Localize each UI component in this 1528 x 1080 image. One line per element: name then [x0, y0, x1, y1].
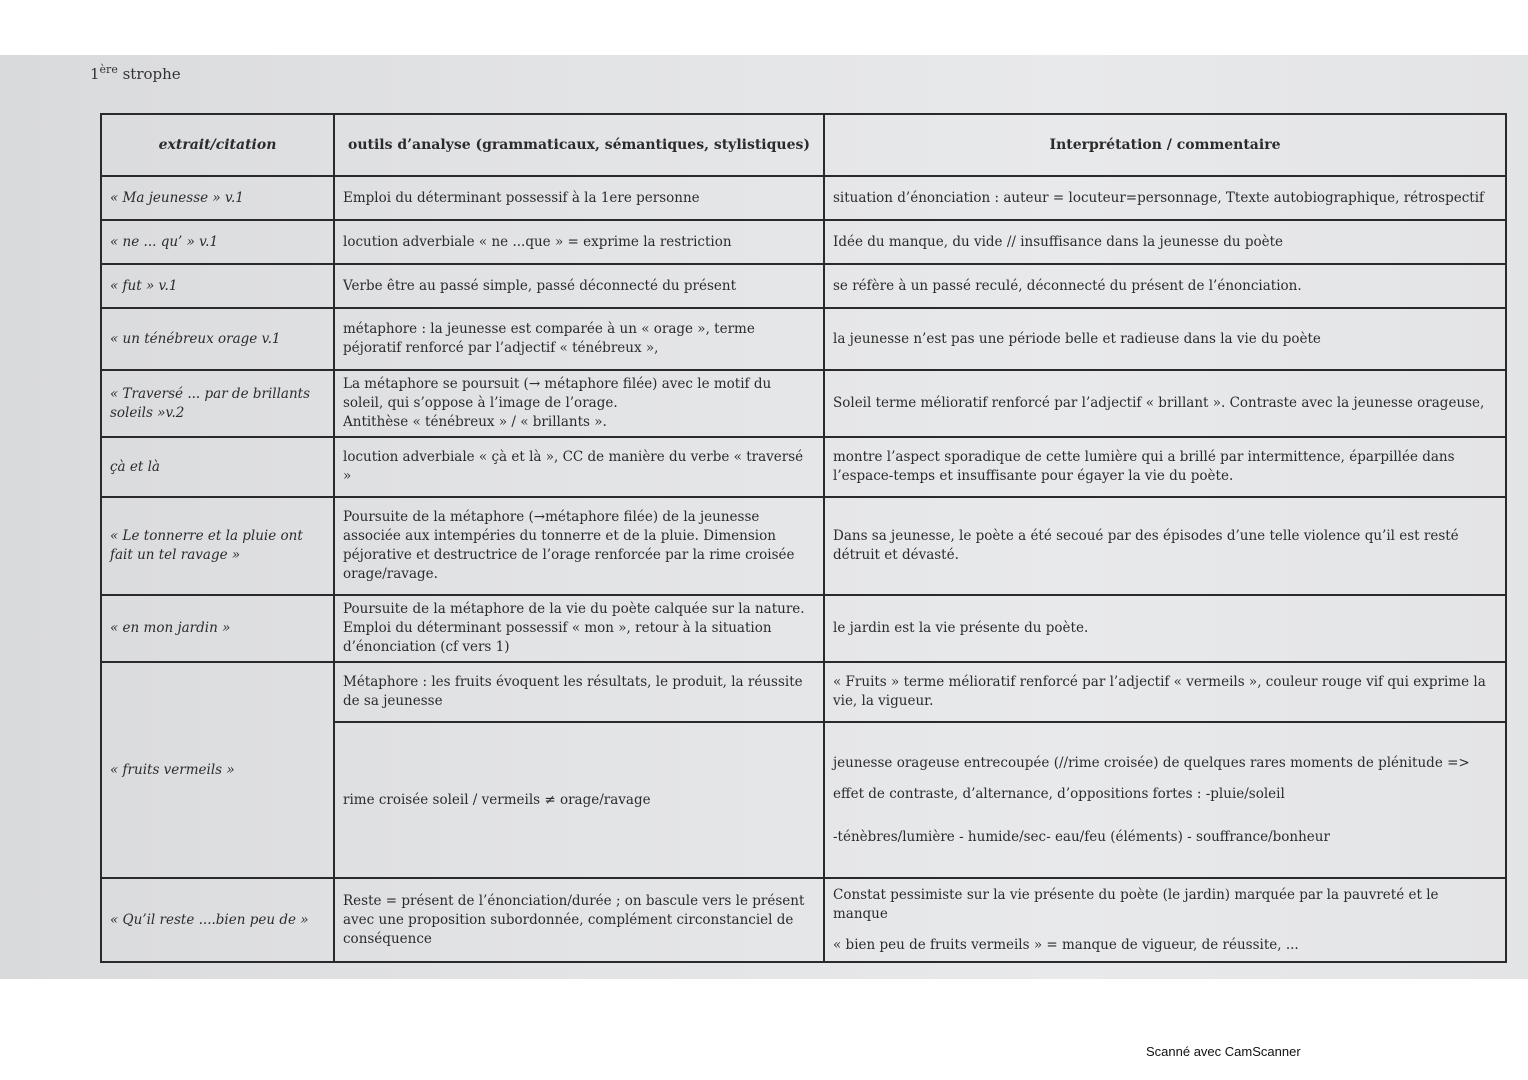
table-row	[101, 437, 1506, 497]
table-row	[101, 370, 1506, 437]
page-heading	[90, 63, 181, 83]
header-interpretation: Interprétation / commentaire	[824, 114, 1506, 176]
cell-citation: « un ténébreux orage v.1	[101, 308, 334, 370]
cell-citation: « Qu’il reste ....bien peu de »	[101, 878, 334, 962]
table-header-row	[101, 114, 1506, 176]
cell-outils: Emploi du déterminant possessif à la 1ere personne	[334, 176, 824, 220]
cell-citation: « en mon jardin »	[101, 595, 334, 662]
header-citation: extrait/citation	[101, 114, 334, 176]
scanned-page	[0, 55, 1528, 979]
table-row	[101, 497, 1506, 595]
cell-outils: locution adverbiale « ne ...que » = exprime la restriction	[334, 220, 824, 264]
cell-outils: locution adverbiale « çà et là », CC de manière du verbe « traversé »	[334, 437, 824, 497]
cell-citation: « fut » v.1	[101, 264, 334, 308]
cell-interpretation: Constat pessimiste sur la vie présente du poète (le jardin) marquée par la pauvreté et le manque « bien peu de fruits vermeils » = manque de vigueur, de réussite, ...	[824, 878, 1506, 962]
cell-interpretation: le jardin est la vie présente du poète.	[824, 595, 1506, 662]
table-row	[101, 176, 1506, 220]
cell-interpretation: situation d’énonciation : auteur = locuteur=personnage, Ttexte autobiographique, rétrospectif	[824, 176, 1506, 220]
table-row	[101, 595, 1506, 662]
cell-citation: « fruits vermeils »	[101, 662, 334, 878]
cell-citation: « Ma jeunesse » v.1	[101, 176, 334, 220]
cell-outils: Métaphore : les fruits évoquent les résultats, le produit, la réussite de sa jeunesse	[334, 662, 824, 722]
table-row	[101, 264, 1506, 308]
cell-outils: Poursuite de la métaphore de la vie du poète calquée sur la nature. Emploi du déterminant possessif « mon », retour à la situation d’énonciation (cf vers 1)	[334, 595, 824, 662]
cell-citation: « ne ... qu’ » v.1	[101, 220, 334, 264]
cell-outils: La métaphore se poursuit (→ métaphore filée) avec le motif du soleil, qui s’oppose à l’image de l’orage. Antithèse « ténébreux » / « brillants ».	[334, 370, 824, 437]
heading-superscript: ère	[99, 63, 118, 76]
table-row	[101, 662, 1506, 722]
cell-interpretation: Dans sa jeunesse, le poète a été secoué par des épisodes d’une telle violence qu’il est resté détruit et dévasté.	[824, 497, 1506, 595]
cell-citation: « Le tonnerre et la pluie ont fait un tel ravage »	[101, 497, 334, 595]
cell-interpretation: « Fruits » terme mélioratif renforcé par l’adjectif « vermeils », couleur rouge vif qui exprime la vie, la vigueur.	[824, 662, 1506, 722]
cell-interpretation: jeunesse orageuse entrecoupée (//rime croisée) de quelques rares moments de plénitude => effet de contraste, d’alternance, d’oppositions fortes : -pluie/soleil -ténèbres/lumière - humide/sec- eau/feu (éléments) - souffrance/bonheur	[824, 722, 1506, 878]
cell-interpretation: Soleil terme mélioratif renforcé par l’adjectif « brillant ». Contraste avec la jeunesse orageuse,	[824, 370, 1506, 437]
cell-interpretation: se réfère à un passé reculé, déconnecté du présent de l’énonciation.	[824, 264, 1506, 308]
table-row	[101, 878, 1506, 962]
header-outils: outils d’analyse (grammaticaux, sémantiques, stylistiques)	[334, 114, 824, 176]
heading-ordinal: 1	[90, 65, 100, 83]
cell-interpretation: Idée du manque, du vide // insuffisance dans la jeunesse du poète	[824, 220, 1506, 264]
scanner-watermark: Scanné avec CamScanner	[1146, 1044, 1301, 1059]
cell-outils: Reste = présent de l’énonciation/durée ; on bascule vers le présent avec une proposition subordonnée, complément circonstanciel de conséquence	[334, 878, 824, 962]
cell-outils: rime croisée soleil / vermeils ≠ orage/ravage	[334, 722, 824, 878]
cell-outils: métaphore : la jeunesse est comparée à un « orage », terme péjoratif renforcé par l’adjectif « ténébreux »,	[334, 308, 824, 370]
analysis-table	[100, 113, 1507, 963]
cell-interpretation: montre l’aspect sporadique de cette lumière qui a brillé par intermittence, éparpillée dans l’espace-temps et insuffisante pour égayer la vie du poète.	[824, 437, 1506, 497]
cell-citation: çà et là	[101, 437, 334, 497]
table-row	[101, 308, 1506, 370]
cell-outils: Verbe être au passé simple, passé déconnecté du présent	[334, 264, 824, 308]
cell-citation: « Traversé ... par de brillants soleils »v.2	[101, 370, 334, 437]
table-row	[101, 220, 1506, 264]
cell-outils: Poursuite de la métaphore (→métaphore filée) de la jeunesse associée aux intempéries du tonnerre et de la pluie. Dimension péjorative et destructrice de l’orage renforcée par la rime croisée orage/ravage.	[334, 497, 824, 595]
heading-word: strophe	[122, 65, 181, 83]
cell-interpretation: la jeunesse n’est pas une période belle et radieuse dans la vie du poète	[824, 308, 1506, 370]
